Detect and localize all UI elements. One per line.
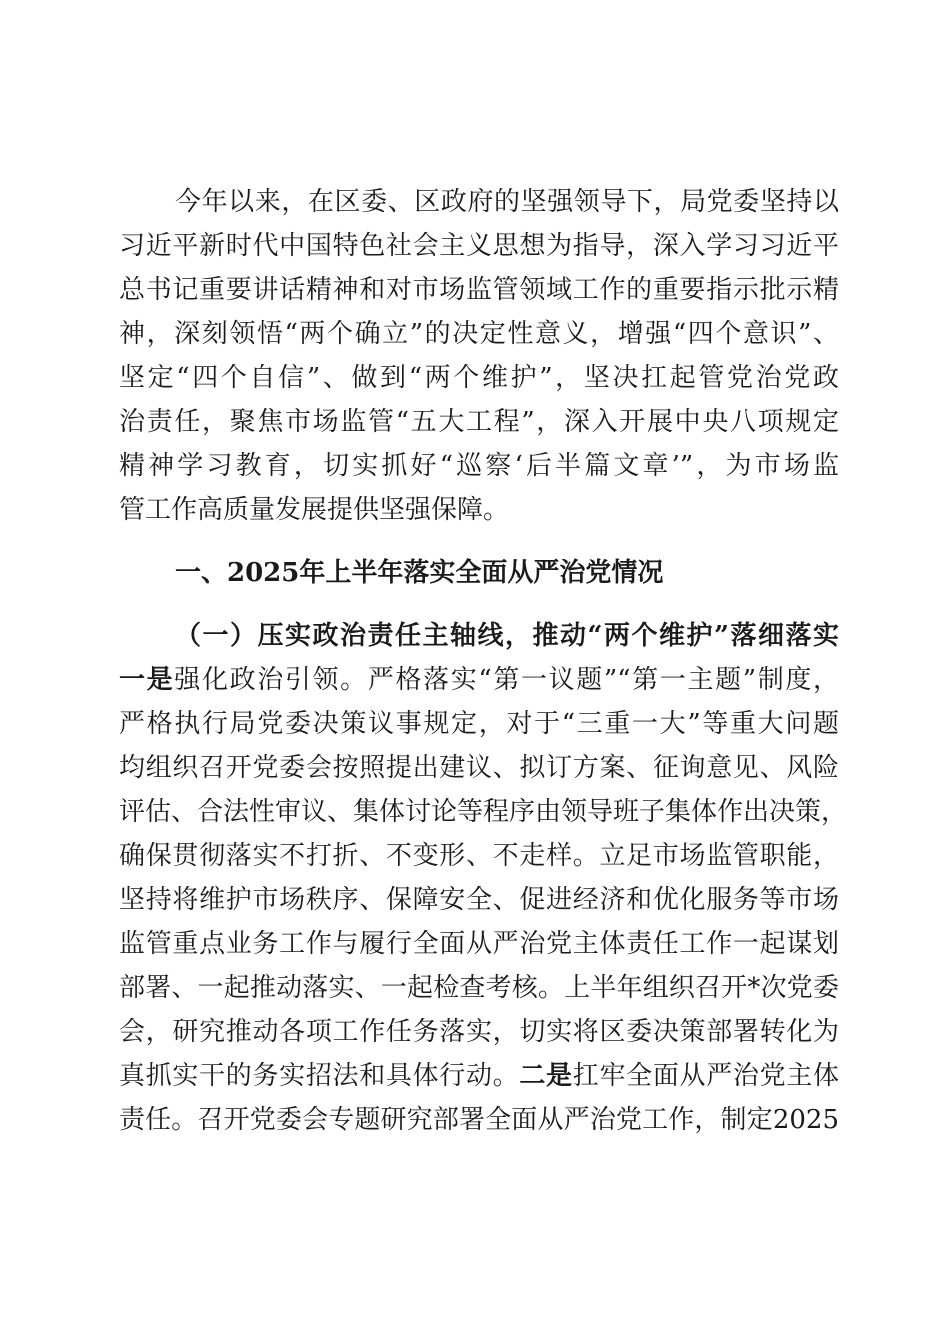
intro-line-8: 管工作高质量发展提供坚强保障。 [119, 495, 510, 525]
body-paragraph [119, 658, 848, 1142]
body-line-10-text-a: 真抓实干的务实招法和具体行动。 [119, 1061, 520, 1091]
subsection-heading: （一）压实政治责任主轴线，推动“两个维护”落细落实 [175, 621, 839, 651]
intro-line-5: 坚定“四个自信”、做到“两个维护”，坚决扛起管党治党政 [119, 363, 839, 393]
body-line-9: 会，研究推动各项工作任务落实，切实将区委决策部署转化为 [119, 1017, 839, 1047]
point-two-label: 二是 [519, 1061, 573, 1091]
body-line-2: 严格执行局党委决策议事规定，对于“三重一大”等重大问题 [119, 709, 839, 739]
intro-line-2: 习近平新时代中国特色社会主义思想为指导，深入学习习近平 [119, 231, 839, 261]
body-line-4: 评估、合法性审议、集体讨论等程序由领导班子集体作出决策， [119, 797, 848, 827]
body-line-10 [119, 1054, 839, 1098]
body-line-3: 均组织召开党委会按照提出建议、拟订方案、征询意见、风险 [119, 753, 839, 783]
body-line-7: 监管重点业务工作与履行全面从严治党主体责任工作一起谋划 [119, 929, 839, 959]
body-line-11: 责任。召开党委会专题研究部署全面从严治党工作，制定2025 [119, 1105, 839, 1135]
intro-line-1: 今年以来，在区委、区政府的坚强领导下，局党委坚持以 [175, 187, 839, 217]
body-line-5: 确保贯彻落实不打折、不变形、不走样。立足市场监管职能， [119, 841, 839, 871]
intro-paragraph [119, 180, 839, 532]
intro-line-3: 总书记重要讲话精神和对市场监管领域工作的重要指示批示精 [119, 275, 839, 305]
body-line-10-text-b: 扛牢全面从严治党主体 [572, 1061, 839, 1091]
intro-line-4: 神，深刻领悟“两个确立”的决定性意义，增强“四个意识”、 [119, 319, 839, 349]
body-line-6: 坚持将维护市场秩序、保障安全、促进经济和优化服务等市场 [119, 885, 839, 915]
section-heading: 一、2025年上半年落实全面从严治党情况 [175, 558, 664, 588]
intro-line-7: 精神学习教育，切实抓好“巡察‘后半篇文章’”，为市场监 [119, 451, 839, 481]
body-line-8: 部署、一起推动落实、一起检查考核。上半年组织召开*次党委 [119, 973, 839, 1003]
intro-line-6: 治责任，聚焦市场监管“五大工程”，深入开展中央八项规定 [119, 407, 839, 437]
body-line-1-text: 强化政治引领。严格落实“第一议题”“第一主题”制度， [174, 665, 839, 695]
point-one-label: 一是 [119, 665, 175, 695]
document-body [119, 180, 848, 1142]
body-line-1 [119, 658, 839, 702]
